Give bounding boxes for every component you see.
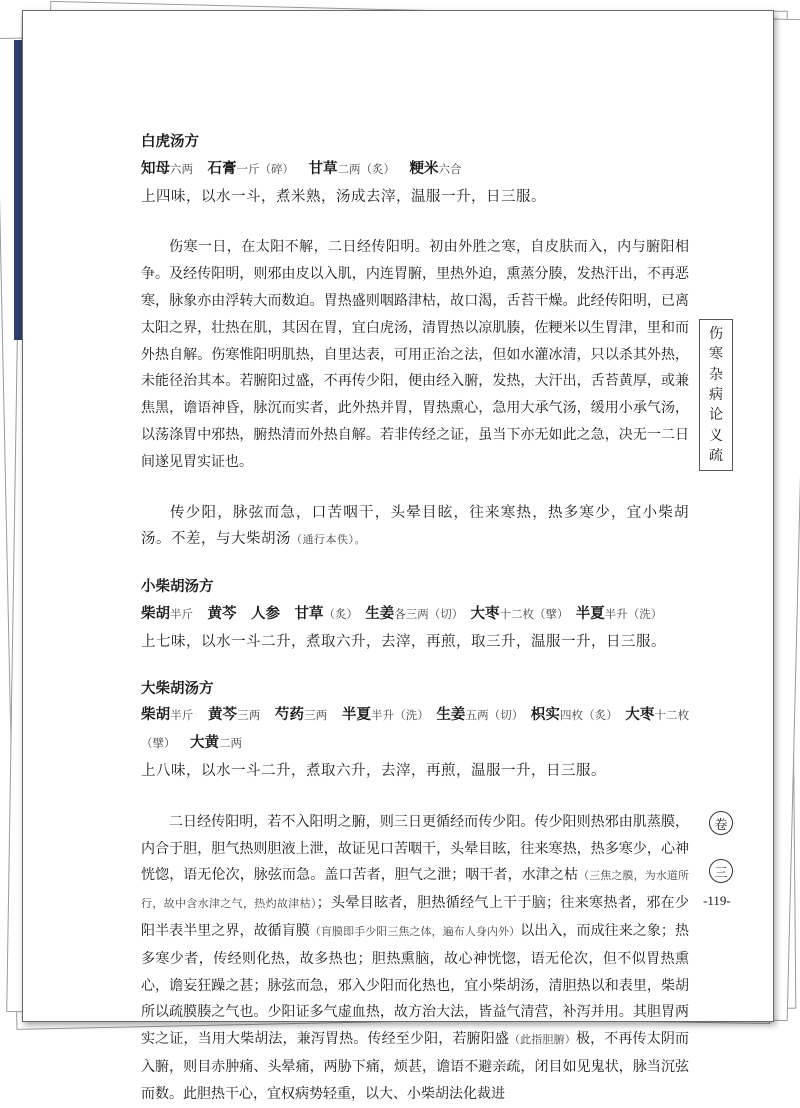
- commentary-note: （三焦之膜，为水道所行，故中含水津之气，热灼故津枯）: [141, 870, 690, 911]
- herb-list: [141, 702, 689, 758]
- commentary-text: 以出入，而成往来之象；热多寒少者，传经则化热，故多热也；胆热熏脑，故心神恍惚，语无伦次，但不似胃热熏心，谵妄狂躁之甚；脉弦而急，邪入少阳而化热也，宜小柴胡汤，清胆热以和表里，柴胡所以疏膜腠之气也。少阳证多气虚血热，故方治大法，皆益气清营，补泻并用。其胆胃两实之证，当用大柴胡法，兼泻胃热。传经至少阳，若腑阳盛: [141, 922, 690, 1048]
- herb-dose: 六合: [438, 163, 462, 176]
- volume-badge-number: 三: [709, 859, 733, 883]
- book-title-char: 寒: [709, 346, 723, 363]
- herb-name: 石膏: [207, 159, 237, 177]
- herb-dose: 六两: [170, 163, 193, 176]
- commentary-text: ；头晕目眩者，胆热循经气上干于脑；往来寒热者，邪在少阳半表半里之界，故循肓膜: [141, 895, 690, 939]
- herb-name: 甘草: [294, 604, 324, 622]
- herb-dose: 一斤（碎）: [236, 163, 294, 176]
- clause-paragraph: [141, 500, 689, 555]
- commentary-note: （肓膜即手少阳三焦之体，遍布人身内外）: [309, 925, 521, 938]
- clause-text: 传少阳，脉弦而急，口苦咽干，头晕目眩，往来寒热，热多寒少，宜小柴胡汤。不差，与大柴胡汤: [141, 504, 689, 548]
- herb-name: 生姜: [365, 604, 395, 622]
- volume-badge-juan: 卷: [709, 811, 733, 835]
- herb-name: 生姜: [436, 706, 466, 724]
- herb-name: 芍药: [274, 706, 305, 724]
- book-page: [22, 10, 774, 1102]
- book-title-char: 论: [709, 407, 723, 424]
- herb-dose: 半升（洗）: [604, 608, 663, 621]
- herb-name: 甘草: [308, 159, 338, 177]
- herb-name: 大枣: [470, 604, 500, 622]
- commentary-note: （此指胆腑）: [509, 1034, 576, 1047]
- commentary-paragraph: [141, 809, 689, 1108]
- herb-name: 柴胡: [141, 604, 170, 622]
- book-title-char: 伤: [709, 326, 723, 343]
- herb-list: [141, 156, 689, 184]
- clause-note: （通行本佚）。: [291, 534, 366, 547]
- herb-dose: 半斤: [170, 710, 194, 723]
- cover-edge-blue: [14, 40, 22, 340]
- herb-name: 半夏: [341, 706, 372, 724]
- commentary-text: 极，不再传太阴而入腑，则目赤肿痛、头晕痛，两胁下痛，烦甚，谵语不避亲疏，闭目如见鬼状，脉当沉弦而数。此胆热干心，宜权病势轻重，以大、小柴胡法化裁进: [141, 1031, 690, 1102]
- commentary-text: 二日经传阳明，若不入阳明之腑，则三日更循经而传少阳。传少阳则热邪由肌蒸膜，内合于胆，胆气热则胆液上泄，故证见口苦咽干，头晕目眩，往来寒热，热多寒少，心神恍惚，语无伦次，脉弦而急。盖口苦者，胆气之泄；咽干者，水津之枯: [141, 813, 689, 884]
- formula-directions: 上四味，以水一斗，煮米熟，汤成去滓，温服一升，日三服。: [141, 188, 546, 205]
- herb-dose: 三两: [304, 710, 328, 723]
- herb-name: 柴胡: [141, 706, 171, 724]
- herb-dose: 二两（炙）: [337, 163, 395, 176]
- herb-name: 人参: [251, 604, 280, 622]
- herb-name: 半夏: [575, 604, 605, 622]
- herb-dose: 各三两（切）: [394, 608, 464, 621]
- herb-dose: 三两: [237, 710, 261, 723]
- commentary-paragraph: 伤寒一日，在太阳不解，二日经传阳明。初由外胜之寒，自皮肤而入，内与腑阳相争。及经传阳明，则邪由皮以入肌，内连胃腑，里热外迫，熏蒸分腠，发热汗出，不再恶寒，脉象亦由浮转大而数迫。胃热盛则咽路津枯，故口渴，舌苔干燥。此经传阳明，已离太阳之界，壮热在肌，其因在胃，宜白虎汤，清胃热以凉肌腠，佐粳米以生胃津，里和而外热自解。伤寒惟阳明肌热，自里达表，可用正治之法，但如水灌冰清，只以杀其外热，未能径治其本。若腑阳过盛，不再传少阳，便由经入腑，发热，大汗出，舌苔黄厚，或兼焦黑，谵语神昏，脉沉而实者，此外热并胃，胃热熏心，急用大承气汤，缓用小承气汤，以荡涤胃中邪热，腑热清而外热自解。若非传经之证，虽当下亦无如此之急，决无一二日间遂见胃实证也。: [141, 239, 689, 470]
- herb-name: 黄芩: [207, 604, 237, 622]
- herb-list: [141, 601, 689, 629]
- herb-dose: 半斤: [170, 608, 193, 621]
- herb-name: 大黄: [190, 734, 219, 752]
- herb-name: 粳米: [409, 159, 439, 177]
- herb-dose: 二两: [219, 738, 242, 751]
- herb-dose: （炙）: [323, 608, 358, 621]
- formula-title: 大柴胡汤方: [141, 680, 214, 697]
- book-title-char: 疏: [709, 447, 723, 464]
- page-number: -119-: [703, 893, 731, 908]
- herb-dose: 四枚（炙）: [559, 710, 618, 723]
- book-title-char: 杂: [709, 366, 723, 383]
- herb-name: 大枣: [625, 706, 655, 724]
- formula-directions: 上七味，以水一斗二升，煮取六升，去滓，再煎，取三升，温服一升，日三服。: [141, 633, 666, 650]
- page-content: [141, 129, 689, 1108]
- herb-name: 知母: [141, 159, 170, 177]
- herb-name: 黄芩: [207, 706, 238, 724]
- herb-dose: 五两（切）: [465, 710, 524, 723]
- herb-dose: 十二枚（擘）: [141, 710, 690, 751]
- formula-title: 小柴胡汤方: [141, 579, 214, 596]
- herb-dose: 半升（洗）: [371, 710, 429, 723]
- herb-name: 枳实: [530, 706, 560, 724]
- book-title-char: 病: [709, 386, 723, 403]
- herb-dose: 十二枚（擘）: [499, 608, 569, 621]
- formula-title: 白虎汤方: [141, 134, 199, 150]
- formula-directions: 上八味，以水一斗二升，煮取六升，去滓，再煎，温服一升，日三服。: [141, 762, 606, 779]
- book-title-tab: [699, 319, 733, 471]
- book-title-char: 义: [709, 427, 723, 444]
